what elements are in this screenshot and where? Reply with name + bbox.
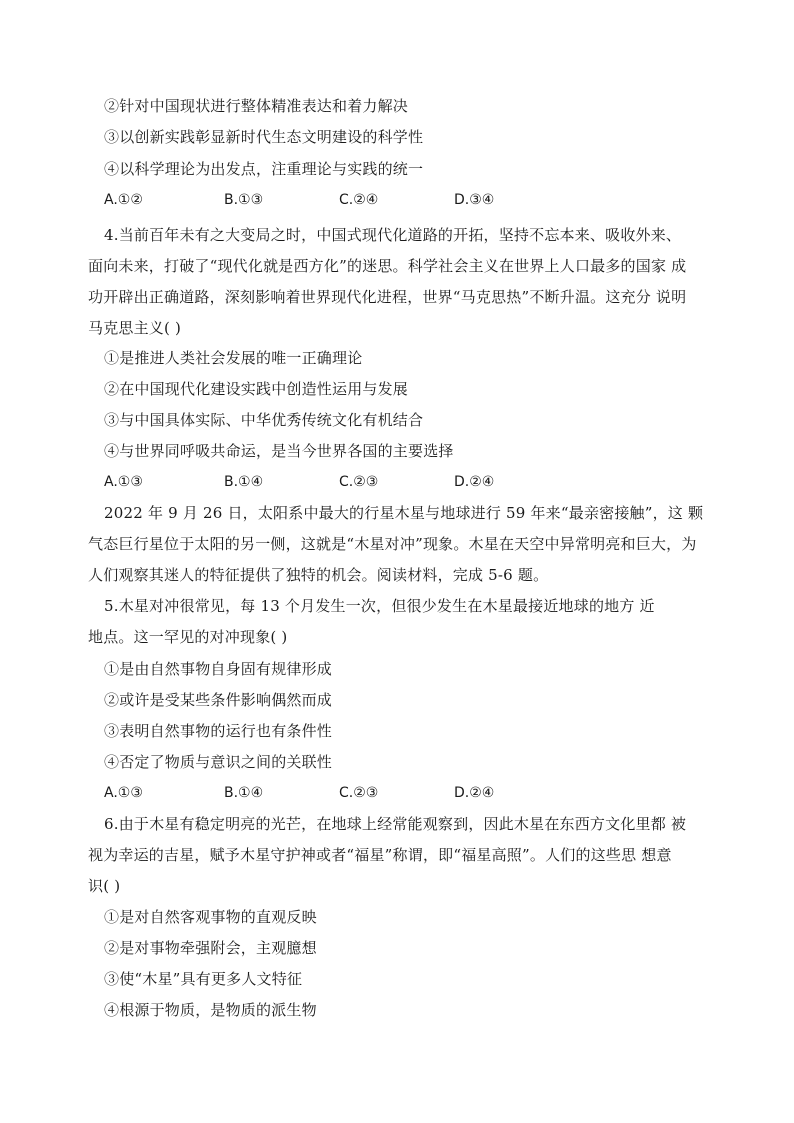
option-line: ④以科学理论为出发点，注重理论与实践的统一 [104,160,424,178]
option-line: ④与世界同呼吸共命运，是当今世界各国的主要选择 [104,442,454,460]
question-6-stem: 视为幸运的吉星，赋予木星守护神或者“福星”称谓，即“福星高照”。人们的这些思 想意 [88,846,672,864]
choice-d: D.②④ [454,785,495,801]
answer-choices [104,190,704,210]
choice-a: A.①② [104,192,143,208]
option-line: ④否定了物质与意识之间的关联性 [104,753,333,771]
material-paragraph: 2022 年 9 月 26 日，太阳系中最大的行星木星与地球进行 59 年来“最亲密接触”，这 颗 [104,504,704,522]
material-paragraph: 人们观察其迷人的特征提供了独特的机会。阅读材料，完成 5-6 题。 [88,566,549,584]
question-6-stem: 识( ) [88,877,121,895]
option-line: ③与中国具体实际、中华优秀传统文化有机结合 [104,411,424,429]
option-line: ②在中国现代化建设实践中创造性运用与发展 [104,380,409,398]
question-4-stem: 马克思主义( ) [88,319,182,337]
option-line: ③以创新实践彰显新时代生态文明建设的科学性 [104,128,424,146]
choice-d: D.③④ [454,192,495,208]
answer-choices [104,472,704,492]
choice-c: C.②③ [339,474,379,490]
choice-b: B.①④ [224,474,264,490]
choice-a: A.①③ [104,474,143,490]
option-line: ①是由自然事物自身固有规律形成 [104,660,333,678]
question-5-stem: 5.木星对冲很常见，每 13 个月发生一次，但很少发生在木星最接近地球的地方 近 [104,597,655,615]
question-5-stem: 地点。这一罕见的对冲现象( ) [88,628,288,646]
option-line: ③使“木星”具有更多人文特征 [104,970,303,988]
question-4-stem: 功开辟出正确道路，深刻影响着世界现代化进程，世界“马克思热”不断升温。这充分 说明 [88,288,687,306]
choice-c: C.②③ [339,785,379,801]
option-line: ②或许是受某些条件影响偶然而成 [104,691,333,709]
option-line: ②针对中国现状进行整体精准表达和着力解决 [104,97,409,115]
option-line: ④根源于物质，是物质的派生物 [104,1001,317,1019]
choice-b: B.①③ [224,192,264,208]
option-line: ①是对自然客观事物的直观反映 [104,908,317,926]
question-4-stem: 面向未来，打破了“现代化就是西方化”的迷思。科学社会主义在世界上人口最多的国家 成 [88,257,687,275]
choice-b: B.①④ [224,785,264,801]
answer-choices [104,783,704,803]
choice-c: C.②④ [339,192,379,208]
choice-d: D.②④ [454,474,495,490]
option-line: ③表明自然事物的运行也有条件性 [104,722,333,740]
option-line: ②是对事物牵强附会，主观臆想 [104,939,317,957]
question-6-stem: 6.由于木星有稳定明亮的光芒，在地球上经常能观察到，因此木星在东西方文化里都 被 [104,815,687,833]
question-4-stem: 4.当前百年未有之大变局之时，中国式现代化道路的开拓，坚持不忘本来、吸收外来、 [104,226,682,244]
option-line: ①是推进人类社会发展的唯一正确理论 [104,349,363,367]
choice-a: A.①③ [104,785,143,801]
material-paragraph: 气态巨行星位于太阳的另一侧，这就是“木星对冲”现象。木星在天空中异常明亮和巨大，为 [88,535,697,553]
